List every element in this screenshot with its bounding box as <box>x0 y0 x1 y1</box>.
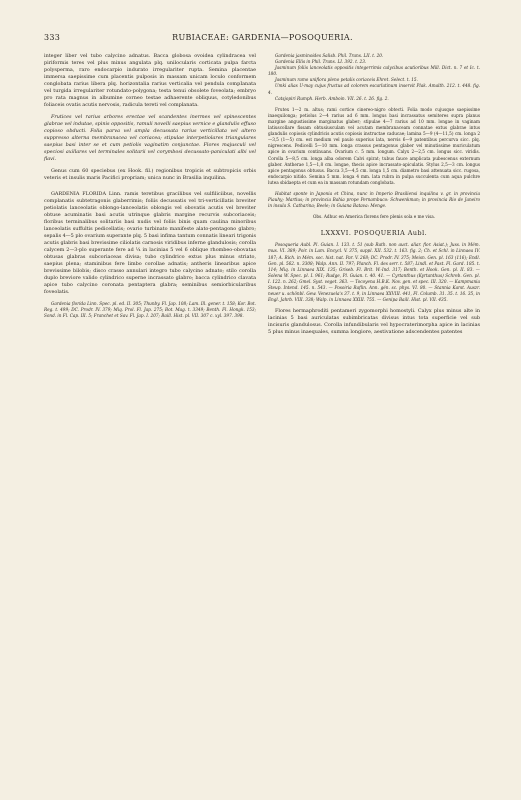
species-citations: Gardenia florida Linn. Spec. pl. ed. II. 305; Thunby. Fl. Jap. 108; Lam. Ill. gener. t. 158; Kor. Bot. Reg. t. 499; DC. Prodr. IV. 379; Miq. Prol. Fl. Jap. 275; Bot. Mag. t. 3349; Benth. Fl. Hongk. 153; Sond. in Fl. Cap. III. 5; Franchet et Sav. Fl. Jap. I. 207; Baill. Hist. pl. VII. 307 c. xyl. 397. 398. <box>44 301 256 319</box>
species-description: ramis teretibus gracilibus vel sulfiliciibus, novellis complanatis subtetragonis glaberrimis; foliis decussatis vel tri-verticillatis breviter petiolatis lanceolatis oblongo-lanceolatis oblongis vel obovatis acutis vel breviter obtuse acuminatis basi acutis utrinque glabris margine recurvis subcoriaceis; floribus terminalibus solitariis basi nudis vel foliis binis quam caulina minoribus lanceolatis suffultis pedicellatis; ovario turbinato manifeste alato-pentagono glabro; sepalis 4—5 plo ovarium superante plq. 5 basi infima tantum connatis lineari trigonis acutis glabris basi brevissime ciliolatis carnosis viridibus inferne glandulosis; corolla calycem 2—3-plo superante fere ad ¼ in lacinias 5 vel 6 oblique rhombeo-obovatas obtusas glabras subcoriaceas divisa; tubo cylindrico extus plus minus striato, saepius plena; staminibus fere limbo corollae adnatis; antheris linearibus apice brevissime bilobis; disco crasso annulari integro tubo calycino adnato; stilo corolla duplo breviore valido cylindrico superne incrassato glabro; bacca cylindrico clavata apice tubo calycino coronata pentaptera glabra; seminibus semiorbicularibus foveolatis. <box>44 191 256 295</box>
species-title: GARDENIA FLORIDA Linn. <box>51 191 122 197</box>
detailed-description: Frutex 1—2 m. altus; rami cortice cinereo-nigro obtecti. Folia modo cujusque saepissime inaequilonga; petiolus 2—4 rarius ad 6 mm. longus basi incrassatus semiteres supra planus margine angustissime marginatus glaber; stipulae 4—7 rarius ad 10 mm. longae in vaginam latiuscollare fissam obtusiusculam vel acutam membranaceam connatae extus glabrae intus glandulis copiosis cylindricis acutis copiosis instructae caducae; lamina 5—9 (4—11,5) cm. longa 2—3,5 (1—5) cm. est medium vel paulo superius lata, nervis 6—9 patentibus percurva sicc. plq. nigrescens. Pedicelli 5—10 mm. longa crassus pentagonus glaber vel minutissime muriculatum apice in ovarium continuans. Ovarium c. 5 mm. longum. Calyx 2—2,5 cm. longus sicc. viridis. Corolla 5—8,5 cm. longa alba odorem Calvi spirat; tubus fauce amplicata pubescenus externum glaber. Antherae 1,5—1,8 cm. longae, thecis apice incrassato-apiculatis. Stylus 2,5—3 cm. longus apice pentagonus obtusus. Bacca 3,5—4,5 cm. longa 1,5 cm. diametro basi attenuata sicc. rugosa, endocarpio nitido. Semina 5 mm. longa 4 mm. lata rubra in pulpa succulenta cum aqua pulchre lutea sbidaepta et cum ea in massam rotundam conglobata. <box>268 106 480 185</box>
genus-description: Flores hermaphroditi pentameri zygomorphi homostyli. Calyx plus minus alte in lacinias 5 basi auriculatas subimbricatas divisus intus tota superficie vel sub incisuris glandulosus. Corolla infundibularis vel hypocraterimorpha apice in lacinias 5 plus minus inaequales, summa longiore, aestivatione adscendentes patentes <box>268 308 480 336</box>
synonym-4: Jasminum ramo uniflora pleno petalis coriaceis Ehret. Select. t. 15. <box>275 77 418 83</box>
synonym-5: Umki alias U-may cujus fructus ad colorem escarlatinum inservit Plak. Amalth. 212. t. 448. fig. 4. <box>268 83 480 95</box>
observation-note: Obs. Adhuc en America florens fere plenis sola e me visa. <box>312 214 436 220</box>
genus-description-continued: integer liber vel tubo calycino adnatus. Bacca globosa ovoidea cylindracea vel piriformis teres vel plus minus angulata plq. unilocularis corticata pulpa farcta polysperma, raro endocarpio indurato irregulariter rupta. Semina placentae immersa saepissime cum placentis pulposis in massam unicam loculo conformem conglobata rarius libera plq. horizontalia rarius verticalia vel pendula compIanata vel turgida irregulariter rotundato-polygona; testa tenui obsolete foveolata; embryo pro rata magnus in albumine corneo testae adhaerente obliquus, cotyledonibus foliaceis ovatis acutis nervosis, radicula tereti vel complanata. <box>44 53 256 108</box>
right-column <box>268 53 480 336</box>
genus-citations: Posoqueria Aubl. Pl. Guian. I. 133. t. 51 (sub Rath. non auct. aliar. flor. Asiat.); Juss. in Mém. mus. VI. 389; Poir. in Lam. Encycl. V. 375, suppl. XII. 532. t. 163. fig. 2; Ch. et Schl. in Linnaea IV. 187; A. Rich. in Mém. soc. hist. nat. Par. V. 268; DC. Prodr. IV. 375; Meisn. Gen. pl. 163 (116); Endl. Gen. pl. 562. n. 3308; Walp. Ann. II. 797; Planch. Fl. des serr. t. 587; Lindl. et Past. Fl. Gard. 185. t. 114; Miq. in Linnaea XIX. 135; Griseb. Fl. Brit. W.-Ind. 317; Benth. et Hook. Gen. pl. II. 83. — Solena W. Spec. pl. I. 961; Rudge, Pl. Guian. t. 40. 41. — Cyrtanthus (Kyrtanthus) Schreb. Gen. pl. I. 122. n. 262; Gmel. Syst. veget. 363. — Tocoyena H.B.K. Nov. gen. et spec. III. 320. — Kampmania Steup. Intend. 145. n. 543. — Posoiria Raflin. Ann. gén. sc. phys. VI. 80. — Stannia Karst. Auszr. neuer u. schönbl. Gew. Venezuela's 37. t. 9, in Linnaea XXVIII. 441, Fl. Columb. 31. 35. t. 16. 35, in Engl. Jahrb. VIII. 338; Walp. in Linnaea XXIII. 755. — Genipa Baill. Hist. pl. VII. 435. <box>268 242 480 303</box>
synonym-1: Gardenia jasminoides Salisb. Phil. Trans. LII. t. 20. <box>275 53 384 58</box>
synonym-6: Catsjopiri Rumph. Herb. Amboin. VII. 26. t. 26. fig. 2. <box>275 95 389 101</box>
habitat-note: Habitat sponte in Japonia et China, nunc in Imperio Brasiliensi inquilina v. gr. in provincia Piauhy; Martius; in provincia Bahia prope Pernambuco: Schwenkman; in provincia Rio de Janeiro in insula S. Catharina; Beele; in Guiana Batava: Menge. <box>268 190 480 209</box>
habit-description: Frutices vel rarius arbores erectae vel scandentes inermes vel spinescentes glabrae vel indutae, spinis oppositis, ramuli novelli saepius vernice e glandulis effuso copioso obducti. Folia parva vel ampla decussata rarius verticillata vel altero suppresso alterna membranacea vel coriacea; stipulae interpetiolares triangulares saepius basi inter se et cum petiolis vaginatim conjunctae. Flores majusculi vel speciosi axillares vel terminales solitarii vel corymbosi decussato-paniculati albi vel flavi. <box>44 114 256 162</box>
page-number: 333 <box>44 33 61 42</box>
distribution-note: Genus cum 60 speciebus (ex Hook. fil.) regionibus tropicis et subtropicis orbis veteris et insulis maris Pacifici propriam; unica nunc in Brasilia inquilina. <box>44 168 256 181</box>
left-column <box>44 53 256 319</box>
synonym-3: Jasminum foliis lanceolatis oppositis integerrimis calycibus acutioribus Mill. Dict. n. 7 et Ic. t. 180. <box>268 65 480 77</box>
species-entry <box>44 191 256 296</box>
synonym-2: Gardenia Ellis in Phil. Trans. LI. 392. t. 23. <box>275 59 367 65</box>
genus-heading: LXXXVI. POSOQUERIA Aubl. <box>320 229 428 238</box>
page-header <box>44 33 481 45</box>
running-title: RUBIACEAE: GARDENIA—POSOQUERIA. <box>172 33 353 42</box>
